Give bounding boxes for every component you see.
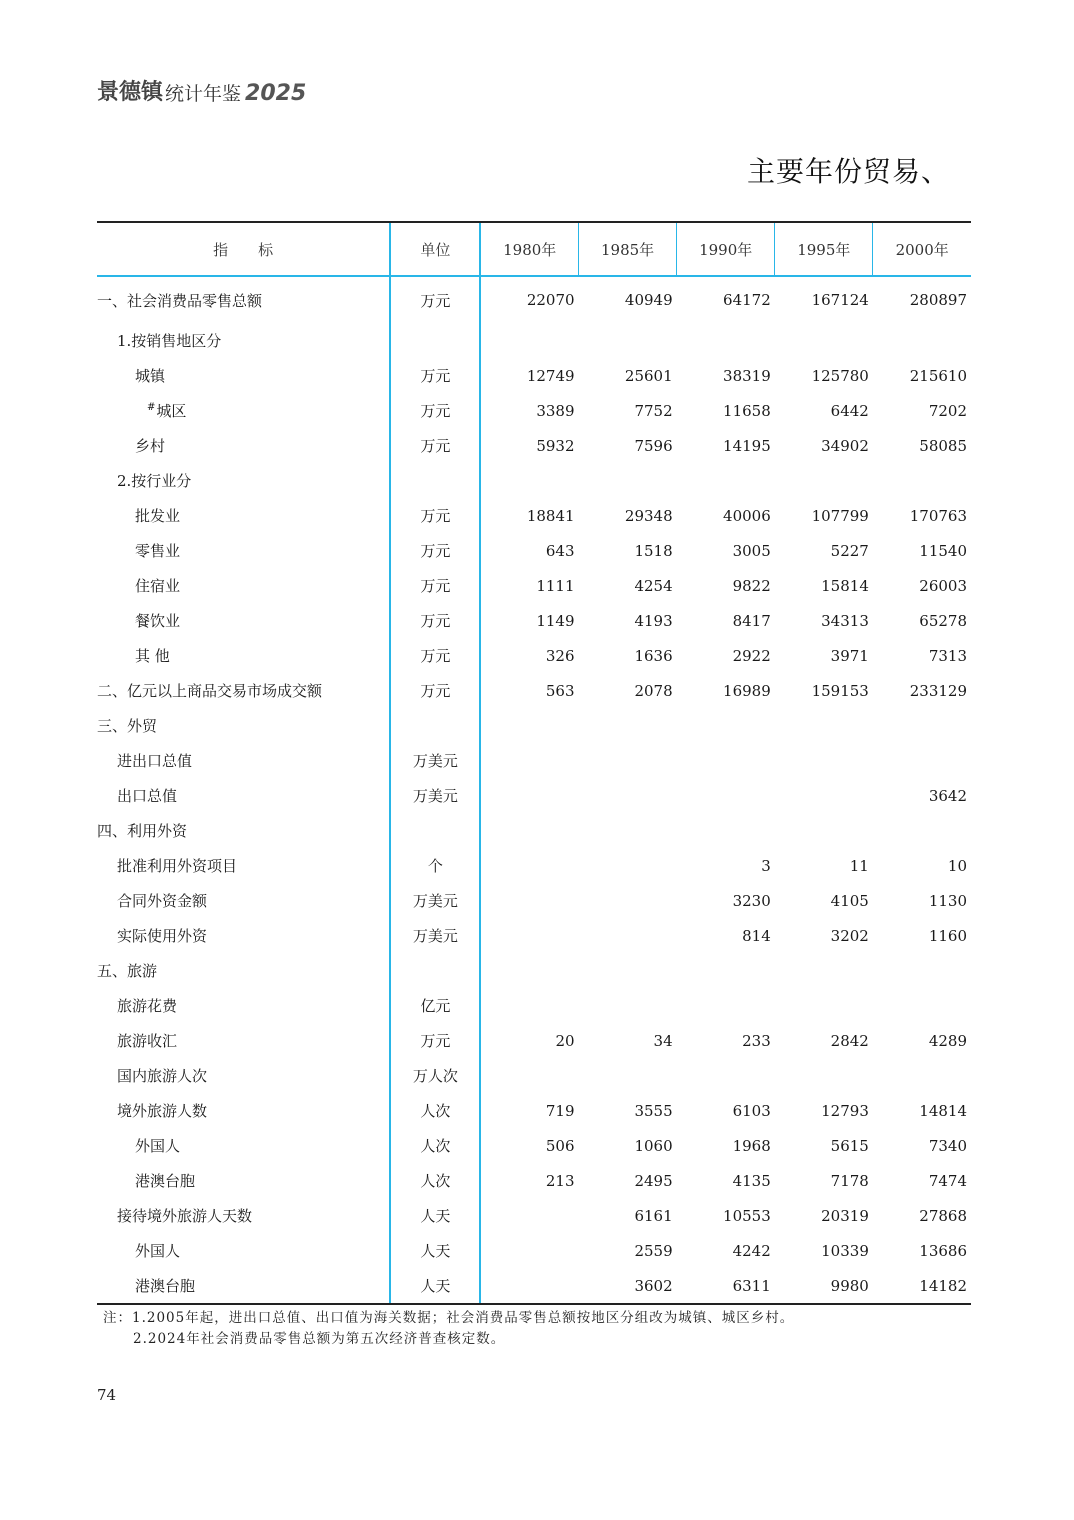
- row-label: 二、亿元以上商品交易市场成交额: [97, 682, 323, 700]
- row-value: 3971: [830, 646, 869, 665]
- row-value: 326: [480, 638, 578, 673]
- row-unit: 万元: [390, 673, 480, 708]
- row-value: 10: [947, 856, 967, 875]
- row-value: [775, 463, 873, 498]
- table-row: [97, 673, 971, 708]
- row-value: [579, 988, 677, 1023]
- row-value: [873, 323, 971, 358]
- row-value: 7474: [928, 1171, 967, 1190]
- row-value: 25601: [624, 366, 673, 385]
- row-unit: 万元: [390, 498, 480, 533]
- header-year: 1990年: [677, 222, 775, 276]
- row-value: 3555: [634, 1101, 673, 1120]
- row-value: 10339: [821, 1241, 869, 1260]
- row-value: 125780: [811, 366, 869, 385]
- row-unit: 人天: [390, 1233, 480, 1268]
- table-row: [97, 743, 971, 778]
- table-row: [97, 778, 971, 813]
- row-indicator: [97, 1233, 390, 1268]
- row-value: 4105: [830, 891, 869, 910]
- row-unit: 个: [390, 848, 480, 883]
- row-value: [480, 1233, 578, 1268]
- row-value: 4135: [732, 1171, 771, 1190]
- row-value: [775, 743, 873, 778]
- row-value: 3: [761, 856, 771, 875]
- row-unit: 万元: [390, 1023, 480, 1058]
- row-value: 9822: [732, 576, 771, 595]
- row-indicator: [97, 918, 390, 953]
- row-indicator: [97, 358, 390, 393]
- row-label: 批准利用外资项目: [117, 857, 238, 875]
- row-value: [480, 463, 578, 498]
- row-value: [480, 743, 578, 778]
- row-value: [873, 813, 971, 848]
- table-body: [97, 276, 971, 1304]
- row-unit: 人次: [390, 1128, 480, 1163]
- row-value: 26003: [919, 576, 967, 595]
- table-row: [97, 568, 971, 603]
- header-year: 1995年: [775, 222, 873, 276]
- row-value: 34: [653, 1031, 673, 1050]
- page-number: 74: [97, 1386, 117, 1404]
- row-value: [677, 778, 775, 813]
- row-label: 批发业: [135, 507, 181, 525]
- row-value: 7752: [634, 401, 673, 420]
- row-label: 城区: [156, 402, 187, 420]
- row-label: 1.按销售地区分: [117, 332, 222, 350]
- row-label: 其 他: [135, 647, 170, 665]
- row-value: 170763: [909, 506, 967, 525]
- row-unit: 万元: [390, 568, 480, 603]
- row-value: [873, 708, 971, 743]
- row-unit: 万美元: [390, 778, 480, 813]
- row-label: 餐饮业: [135, 612, 181, 630]
- row-value: 2922: [732, 646, 771, 665]
- row-label: 进出口总值: [117, 752, 193, 770]
- table-row: [97, 1163, 971, 1198]
- row-value: 4254: [634, 576, 673, 595]
- row-value: 12749: [480, 358, 578, 393]
- row-value: 2842: [830, 1031, 869, 1050]
- row-label: 一、社会消费品零售总额: [97, 291, 263, 310]
- row-value: 16989: [723, 681, 771, 700]
- row-unit: 万美元: [390, 883, 480, 918]
- row-value: 1130: [928, 891, 967, 910]
- table-row: [97, 1093, 971, 1128]
- row-value: [579, 743, 677, 778]
- row-value: 22070: [480, 276, 578, 323]
- row-value: [677, 708, 775, 743]
- row-marker: #: [147, 402, 156, 413]
- row-label: 合同外资金额: [117, 892, 208, 910]
- row-value: 6103: [732, 1101, 771, 1120]
- row-unit: 万元: [390, 393, 480, 428]
- row-value: 563: [480, 673, 578, 708]
- row-value: [677, 323, 775, 358]
- row-value: [677, 1058, 775, 1093]
- row-indicator: [97, 463, 390, 498]
- row-unit: 万元: [390, 358, 480, 393]
- row-value: 167124: [811, 291, 869, 309]
- row-value: [677, 463, 775, 498]
- row-value: 38319: [723, 366, 771, 385]
- row-value: 20319: [821, 1206, 869, 1225]
- row-value: 6161: [634, 1206, 673, 1225]
- table-row: [97, 848, 971, 883]
- row-label: 2.按行业分: [117, 472, 192, 490]
- row-value: 3389: [480, 393, 578, 428]
- row-value: 15814: [821, 576, 869, 595]
- header-year: 2000年: [873, 222, 971, 276]
- row-indicator: [97, 1058, 390, 1093]
- row-value: 1149: [480, 603, 578, 638]
- row-value: 4193: [634, 611, 673, 630]
- row-value: 14814: [919, 1101, 967, 1120]
- row-indicator: [97, 323, 390, 358]
- row-label: 旅游花费: [117, 997, 178, 1015]
- table-row: [97, 358, 971, 393]
- table-row: [97, 1023, 971, 1058]
- row-label: 旅游收汇: [117, 1032, 178, 1050]
- row-value: [579, 918, 677, 953]
- row-label: 实际使用外资: [117, 927, 208, 945]
- row-value: 107799: [811, 506, 869, 525]
- row-value: 14182: [873, 1268, 971, 1304]
- row-indicator: [97, 393, 390, 428]
- row-value: 18841: [480, 498, 578, 533]
- row-value: [480, 1268, 578, 1304]
- row-label: 境外旅游人数: [117, 1102, 208, 1120]
- brand-year: 2025: [245, 81, 307, 106]
- row-label: 三、外贸: [97, 717, 158, 735]
- row-indicator: [97, 1268, 390, 1304]
- row-value: [480, 883, 578, 918]
- row-value: [775, 988, 873, 1023]
- row-value: 213: [480, 1163, 578, 1198]
- row-indicator: [97, 638, 390, 673]
- row-value: 3202: [830, 926, 869, 945]
- row-value: 1636: [634, 646, 673, 665]
- row-value: [579, 323, 677, 358]
- row-indicator: [97, 953, 390, 988]
- row-value: 5227: [830, 541, 869, 560]
- row-indicator: [97, 813, 390, 848]
- row-label: 接待境外旅游人天数: [117, 1207, 253, 1225]
- header-unit: 单位: [390, 222, 480, 276]
- row-value: 64172: [723, 291, 771, 309]
- row-value: [677, 813, 775, 848]
- row-value: 2495: [634, 1171, 673, 1190]
- row-value: 11658: [723, 401, 771, 420]
- table-row: [97, 533, 971, 568]
- row-value: 11540: [919, 541, 967, 560]
- row-value: [775, 953, 873, 988]
- row-value: [579, 708, 677, 743]
- row-label: 港澳台胞: [135, 1172, 196, 1190]
- table-row: [97, 988, 971, 1023]
- table-row: [97, 883, 971, 918]
- row-value: [480, 778, 578, 813]
- row-value: [677, 953, 775, 988]
- row-value: 7178: [830, 1171, 869, 1190]
- table-header-row: [97, 222, 971, 276]
- row-value: 5615: [830, 1136, 869, 1155]
- row-unit: 万美元: [390, 743, 480, 778]
- row-value: 719: [480, 1093, 578, 1128]
- table-row: [97, 1058, 971, 1093]
- row-value: [579, 953, 677, 988]
- footnotes: [103, 1308, 794, 1350]
- row-value: 34313: [821, 611, 869, 630]
- row-value: 5932: [480, 428, 578, 463]
- row-value: 3642: [928, 786, 967, 805]
- row-value: 65278: [919, 611, 967, 630]
- row-value: [480, 848, 578, 883]
- table-row: [97, 463, 971, 498]
- row-indicator: [97, 673, 390, 708]
- row-label: 零售业: [135, 542, 181, 560]
- row-unit: 万元: [390, 533, 480, 568]
- row-value: 9980: [775, 1268, 873, 1304]
- yearbook-header: [97, 72, 306, 106]
- row-value: [775, 323, 873, 358]
- table-row: [97, 918, 971, 953]
- row-value: [480, 323, 578, 358]
- row-value: 13686: [919, 1241, 967, 1260]
- row-value: 34902: [821, 436, 869, 455]
- table-row: [97, 708, 971, 743]
- row-indicator: [97, 743, 390, 778]
- row-indicator: [97, 988, 390, 1023]
- row-indicator: [97, 1163, 390, 1198]
- table-row: [97, 603, 971, 638]
- row-indicator: [97, 533, 390, 568]
- row-unit: 万美元: [390, 918, 480, 953]
- brand-subtitle: 统计年鉴: [165, 83, 242, 105]
- row-value: 814: [742, 926, 771, 945]
- row-unit: 万元: [390, 638, 480, 673]
- row-value: 29348: [624, 506, 673, 525]
- row-value: 14195: [723, 436, 771, 455]
- row-value: [480, 918, 578, 953]
- row-value: [775, 813, 873, 848]
- row-value: 215610: [909, 366, 967, 385]
- row-value: [775, 708, 873, 743]
- row-value: 3005: [732, 541, 771, 560]
- row-unit: 人天: [390, 1198, 480, 1233]
- row-indicator: [97, 1093, 390, 1128]
- row-unit: 亿元: [390, 988, 480, 1023]
- table-row: [97, 638, 971, 673]
- statistics-table: [97, 221, 971, 1305]
- table-row: [97, 1233, 971, 1268]
- row-value: 58085: [919, 436, 967, 455]
- header-indicator: 指 标: [97, 222, 390, 276]
- row-value: 2559: [634, 1241, 673, 1260]
- row-indicator: [97, 883, 390, 918]
- row-value: 7313: [928, 646, 967, 665]
- footnote: 2.2024年社会消费品零售总额为第五次经济普查核定数。: [133, 1331, 506, 1347]
- row-indicator: [97, 498, 390, 533]
- row-value: [579, 883, 677, 918]
- row-unit: [390, 323, 480, 358]
- row-value: 7202: [928, 401, 967, 420]
- row-value: [579, 778, 677, 813]
- row-value: [480, 953, 578, 988]
- row-indicator: [97, 1128, 390, 1163]
- row-value: [677, 743, 775, 778]
- table-row: [97, 276, 971, 323]
- row-value: 27868: [919, 1206, 967, 1225]
- row-value: 2078: [634, 681, 673, 700]
- row-value: [480, 708, 578, 743]
- table-row: [97, 498, 971, 533]
- row-value: [873, 463, 971, 498]
- row-value: 1060: [634, 1136, 673, 1155]
- row-value: 8417: [732, 611, 771, 630]
- row-label: 五、旅游: [97, 962, 158, 980]
- row-value: [480, 813, 578, 848]
- table-row: [97, 1198, 971, 1233]
- row-value: 4242: [732, 1241, 771, 1260]
- row-value: 40006: [723, 506, 771, 525]
- row-indicator: [97, 603, 390, 638]
- row-label: 外国人: [135, 1242, 181, 1260]
- row-indicator: [97, 1198, 390, 1233]
- row-value: 7596: [634, 436, 673, 455]
- statistics-table-container: [97, 221, 971, 1305]
- row-indicator: [97, 428, 390, 463]
- row-value: 159153: [811, 681, 869, 700]
- row-unit: [390, 813, 480, 848]
- row-label: 四、利用外资: [97, 822, 188, 840]
- row-value: [480, 988, 578, 1023]
- row-value: 1111: [480, 568, 578, 603]
- row-unit: 万元: [390, 276, 480, 323]
- row-unit: [390, 953, 480, 988]
- row-label: 出口总值: [117, 787, 178, 805]
- row-value: 20: [480, 1023, 578, 1058]
- row-value: [677, 988, 775, 1023]
- row-value: 3602: [579, 1268, 677, 1304]
- row-indicator: [97, 1023, 390, 1058]
- row-value: 11: [849, 856, 869, 875]
- row-indicator: [97, 708, 390, 743]
- row-value: 1518: [634, 541, 673, 560]
- row-value: [480, 1198, 578, 1233]
- row-indicator: [97, 778, 390, 813]
- row-label: 国内旅游人次: [117, 1067, 208, 1085]
- row-value: [873, 1058, 971, 1093]
- row-value: 233129: [909, 681, 967, 700]
- row-value: 1968: [732, 1136, 771, 1155]
- row-label: 港澳台胞: [135, 1277, 196, 1295]
- row-value: 1160: [928, 926, 967, 945]
- table-row: [97, 393, 971, 428]
- row-unit: 人天: [390, 1268, 480, 1304]
- row-indicator: [97, 568, 390, 603]
- brand-name: 景德镇: [97, 80, 164, 105]
- row-value: 7340: [928, 1136, 967, 1155]
- row-value: 643: [480, 533, 578, 568]
- row-label: 城镇: [135, 367, 166, 385]
- row-value: 6442: [830, 401, 869, 420]
- row-unit: 人次: [390, 1093, 480, 1128]
- row-label: 住宿业: [135, 577, 181, 595]
- row-value: 10553: [723, 1206, 771, 1225]
- row-indicator: [97, 848, 390, 883]
- row-value: 6311: [677, 1268, 775, 1304]
- table-row: [97, 1128, 971, 1163]
- row-unit: 万元: [390, 603, 480, 638]
- row-value: 506: [480, 1128, 578, 1163]
- row-value: [873, 988, 971, 1023]
- row-value: [579, 1058, 677, 1093]
- row-value: 3230: [732, 891, 771, 910]
- table-row: [97, 813, 971, 848]
- row-unit: 人次: [390, 1163, 480, 1198]
- header-year: 1985年: [579, 222, 677, 276]
- row-unit: [390, 708, 480, 743]
- row-value: 40949: [624, 291, 673, 309]
- page-title: 主要年份贸易、: [746, 155, 950, 188]
- table-row: [97, 953, 971, 988]
- row-value: 233: [742, 1031, 771, 1050]
- row-value: [480, 1058, 578, 1093]
- row-unit: 万人次: [390, 1058, 480, 1093]
- row-value: 280897: [909, 291, 967, 309]
- row-indicator: [97, 276, 390, 323]
- header-year: 1980年: [480, 222, 578, 276]
- row-value: [873, 953, 971, 988]
- row-unit: [390, 463, 480, 498]
- row-label: 外国人: [135, 1137, 181, 1155]
- row-value: [775, 778, 873, 813]
- row-unit: 万元: [390, 428, 480, 463]
- row-label: 乡村: [135, 437, 166, 455]
- table-row: [97, 323, 971, 358]
- table-row: [97, 1268, 971, 1304]
- row-value: 12793: [821, 1101, 869, 1120]
- row-value: [775, 1058, 873, 1093]
- row-value: 4289: [928, 1031, 967, 1050]
- row-value: [579, 813, 677, 848]
- table-row: [97, 428, 971, 463]
- row-value: [873, 743, 971, 778]
- row-value: [579, 848, 677, 883]
- footnote: 注：1.2005年起，进出口总值、出口值为海关数据；社会消费品零售总额按地区分组改为城镇、城区乡村。: [103, 1310, 795, 1326]
- row-value: [579, 463, 677, 498]
